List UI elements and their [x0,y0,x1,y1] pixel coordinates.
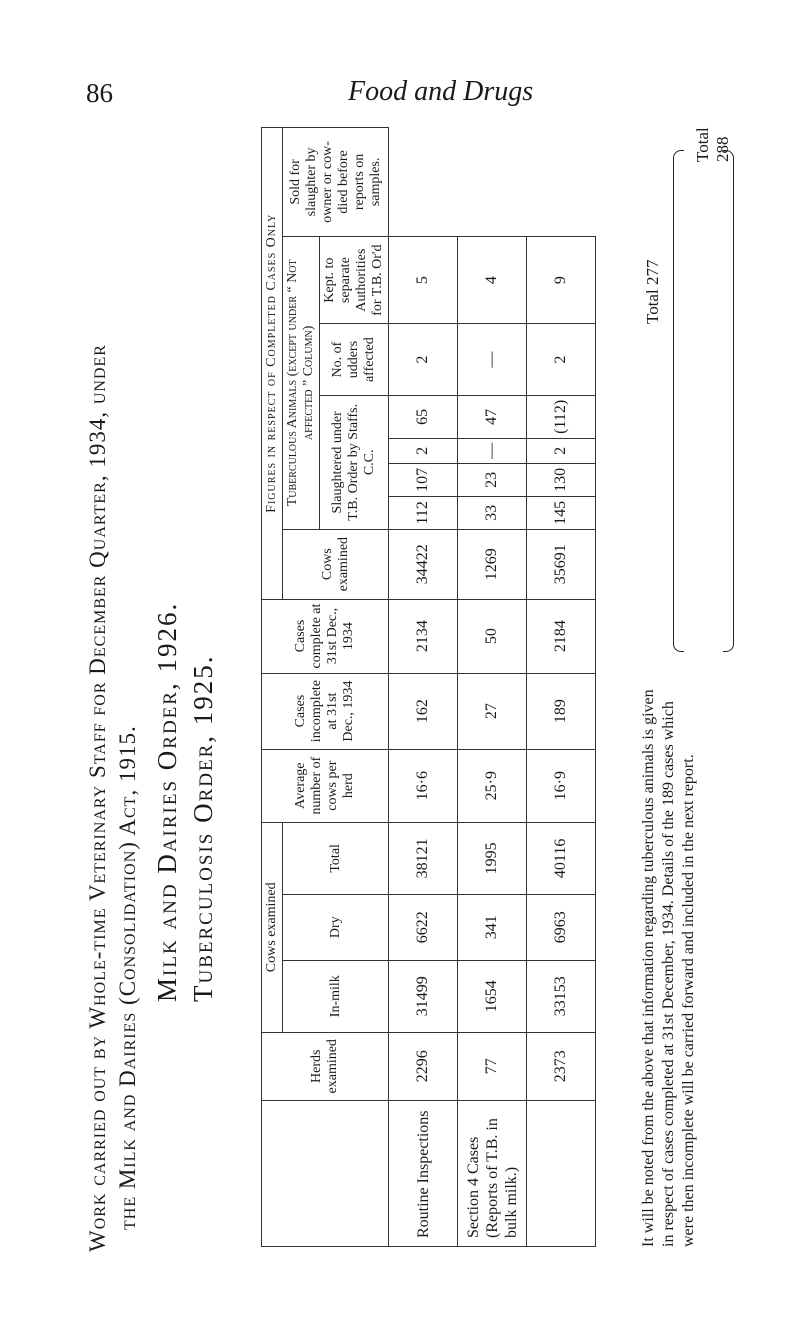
col-cows-examined-completed: Cows examined [283,529,389,599]
col-cases-incomplete: Cases incomplete at 31st Dec., 1934 [262,673,389,749]
cell-cases-incomplete: 27 [458,673,527,749]
col-herds-examined: Herds examined [262,1032,389,1100]
cell-no-of-udders: (112) [527,395,596,438]
heading-line-1: Work carried out by Whole-time Veterinary Staff for December Quarter, 1934, under [85,344,110,1252]
cell-dry: 341 [458,894,527,960]
cell-cases-complete: 2134 [389,599,458,673]
col-total: Total [283,822,389,894]
col-dry: Dry [283,894,389,960]
row-label [527,1100,596,1246]
group-figures-completed: Figures in respect of Completed Cases Only [262,128,283,600]
cell-not-affected: 2 [389,438,458,463]
cell-dry: 6622 [389,894,458,960]
col-no-of-udders: No. of udders affected [320,324,389,395]
group-tuberculous-animals: Tuberculous Animals (except under “ Not affected ” Column) [283,236,320,529]
cell-sold-slaughter: 5 [389,236,458,324]
cell-cases-incomplete: 189 [527,673,596,749]
total-brace-lower [723,150,734,652]
cell-in-milk: 31499 [389,960,458,1032]
col-sold-slaughter: Sold for slaughter by owner or cow-died before reports on samples. [283,128,389,237]
page-number: 86 [86,78,113,108]
cell-herds-examined: 2373 [527,1032,596,1100]
cell-average-cows: 16·6 [389,749,458,822]
group-cows-examined: Cows examined [262,822,283,1032]
col-kept-separate: Kept. to separate Authorities for T.B. Or'd [320,236,389,324]
total-brace-upper [673,150,684,652]
footnote: It will be noted from the above that information regarding tuberculous animals is given in respect of cases completed at 31st December, 1934. Details of the 189 cases which were then incomplete will be carried forward and included in the next report. [640,689,697,1247]
cell-total: 40116 [527,822,596,894]
cell-adv-tb: 33 [458,496,527,529]
report-heading [83,127,221,1252]
cell-in-milk: 33153 [527,960,596,1032]
row-label: Routine Inspections [389,1100,458,1246]
table-row [458,128,527,1247]
rotated-page-content [83,127,800,1252]
cell-kept-separate: 2 [389,324,458,395]
cell-cases-complete: 50 [458,599,527,673]
col-in-milk: In-milk [283,960,389,1032]
cell-herds-examined: 2296 [389,1032,458,1100]
table-row [389,128,458,1247]
total-288-label: Total 288 [693,127,732,162]
group-slaughtered: Slaughtered under T.B. Order by Staffs. C.C. [320,395,389,529]
cell-sold-slaughter: 9 [527,236,596,324]
cell-average-cows: 25·9 [458,749,527,822]
cell-adv-tb: 145 [527,496,596,529]
veterinary-data-table [261,127,596,1247]
cell-not-adv-tb: 107 [389,463,458,496]
cell-cases-incomplete: 162 [389,673,458,749]
cell-total: 1995 [458,822,527,894]
cell-no-of-udders: 65 [389,395,458,438]
cell-cows-examined-completed: 1269 [458,529,527,599]
heading-line-3: Milk and Dairies Order, 1926. [152,601,182,1002]
cell-kept-separate: 2 [527,324,596,395]
heading-line-2: the Milk and Dairies (Consolidation) Act, 1915. [115,725,140,1230]
running-title: Food and Drugs [348,76,534,107]
cell-cases-complete: 2184 [527,599,596,673]
cell-not-affected: — [458,438,527,463]
cell-sold-slaughter: 4 [458,236,527,324]
table-row-totals [527,128,596,1247]
row-label: Section 4 Cases (Reports of T.B. in bulk milk.) [458,1100,527,1246]
cell-not-affected: 2 [527,438,596,463]
cell-kept-separate: — [458,324,527,395]
cell-adv-tb: 112 [389,496,458,529]
row-label-header [262,1100,389,1246]
cell-in-milk: 1654 [458,960,527,1032]
total-277-label: Total 277 [643,259,662,324]
cell-not-adv-tb: 130 [527,463,596,496]
cell-no-of-udders: 47 [458,395,527,438]
col-cases-complete: Cases complete at 31st Dec., 1934 [262,599,389,673]
table-header-row-1 [262,128,283,1247]
cell-dry: 6963 [527,894,596,960]
cell-cows-examined-completed: 34422 [389,529,458,599]
cell-average-cows: 16·9 [527,749,596,822]
cell-herds-examined: 77 [458,1032,527,1100]
cell-total: 38121 [389,822,458,894]
cell-cows-examined-completed: 35691 [527,529,596,599]
col-average-cows: Average number of cows per herd [262,749,389,822]
heading-line-4: Tuberculosis Order, 1925. [188,654,218,1002]
cell-not-adv-tb: 23 [458,463,527,496]
